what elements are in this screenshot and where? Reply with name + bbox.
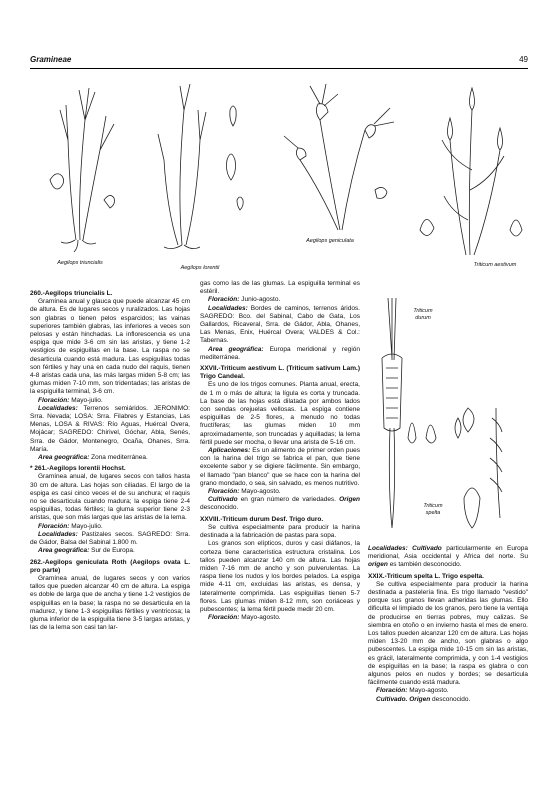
applications-label: Aplicaciones: [208, 447, 251, 455]
origin-value: es también desconocido. [389, 561, 462, 569]
area-label: Area geográfica: [38, 454, 90, 462]
species-262-title: 262.-Aegilops geniculata Roth (Aegilops ovata L. pro parte) [30, 558, 190, 574]
area-value: Sur de Europa. [91, 547, 135, 555]
illustration-triticum-aestivum [410, 80, 528, 260]
species-260-description: Gramínea anual y glauca que puede alcanzar 45 cm de altura. Es de lugares secos y ruralizados. Las hojas son glabras o tienen pelos esparcidos; las vainas superiores también glabras, las inferiores a veces son pelosas y están hinchadas. La inflorescencia es una espiga que mide 3-6 cm sin las aristas, y tiene 1-2 vestigios de espiguillas en la base. La raspa no se desarticula cuando está madura. Las espiguillas todas son fértiles y hay una en cada nudo del raquis, tienen 4-8 aristas cada una, las más largas miden 5-8 cm; las glumas miden 7-10 mm, son tridentadas; las aristas de la espiguilla terminal, 3-6 cm. [30, 298, 190, 396]
localities-value: Bordes de caminos, terrenos áridos. SAGREDO: Bco. del Sabinal, Cabo de Gata, Los Gallardos, Ricaveral, Srra. de Gádor, Abla, Ohanes, Las Menas, Enix, Huércal Overa; VALDES & Col.: Tabernas. [200, 304, 360, 345]
species-262-continued: gas como las de las glumas. La espiguilla terminal es estéril. [200, 280, 360, 296]
species-27-title: XXVII.-Triticum aestivum L. (Triticum sativum Lam.) Trigo Candeal. [200, 365, 360, 381]
origin-value: desconocido. [200, 504, 239, 512]
caption-fig-c: Aegilops geniculata [306, 238, 354, 244]
localities-label: Localidades: [38, 530, 78, 538]
caption-fig-d: Triticum aestivum [473, 262, 517, 268]
page-number: 49 [519, 55, 528, 64]
species-27-description: Es uno de los trigos comunes. Planta anual, erecta, de 1 m o más de altura; la lígula es corta y truncada. La base de las hojas está dilatada por ambos lados con sendas orejuelas vellosas. La espiga contiene espiguillas de 2-5 flores, a menudo no todas fructíferas; las glumas miden 10 mm aproximadamente, son truncadas y aquilladas; la lema fértil puede ser mocha, o llevar una arista de 5-16 cm. [200, 381, 360, 446]
header-rule [30, 68, 528, 69]
origin-value: desconocido. [432, 695, 471, 703]
flowering-label: Floración: [38, 396, 70, 404]
applications-value: Es un alimento de primer orden pues con la harina del trigo se fabrica el pan, que tiene excelente sabor y se digiere fácilmente. Sin embargo, el llamado "pan blanco" que se hace con la harina del grano mondado, o sea, sin salvado, es menos nutritivo. [200, 447, 360, 487]
caption-fig-e: Triticum durum [413, 308, 433, 321]
illustration-aegilops-triuncialis [30, 80, 130, 255]
flowering-label: Floración: [208, 296, 240, 304]
localities-label: Localidades: [38, 404, 78, 412]
localities-value: Pastizales secos. SAGREDO: Srra. de Gádor, Balsa del Sabinal 1.800 m. [30, 530, 190, 547]
caption-fig-f: Triticum spelta [423, 503, 443, 516]
species-260-title: 260.-Aegilops triuncialis L. [30, 290, 113, 297]
text-column-3 [368, 545, 528, 704]
flowering-label: Floración: [38, 522, 70, 530]
illustration-triticum-durum-spelta [368, 288, 528, 538]
flowering-value: Mayo-agosto. [241, 614, 281, 622]
species-28-description: Los granos son elípticos, duros y casi diáfanos, la corteza tiene característica estructura cristalina. Los tallos pueden alcanzar 140 cm de altura. Las hojas miden 7-16 mm de ancho y son pulverulentas. La raspa tiene los nudos y los bordes pelados. La espiga mide 4-11 cm, excluidas las aristas, es densa, y lateralmente comprimida. Las espiguillas tienen 5-7 flores. Las glumas miden 8-12 mm, son coriáceas y pubescentes; la lema fértil puede medir 20 cm. [200, 540, 360, 613]
botanical-plate [30, 80, 528, 280]
flowering-value: Junio-agosto. [241, 296, 281, 304]
species-28-use: Se cultiva especialmente para producir la harina destinada a la fabricación de pastas para sopa. [200, 523, 360, 540]
localities-label: Localidades: [208, 304, 248, 312]
localities-label: Localidades: [368, 545, 408, 552]
illustration-aegilops-lorentii [142, 80, 257, 260]
flowering-value: Mayo-agosto. [241, 488, 281, 496]
origin-label: origen [368, 561, 388, 569]
cultivated-value: en gran número de variedades. [240, 496, 336, 504]
text-column-2 [200, 280, 360, 622]
caption-fig-b: Aegilops lorentii [180, 265, 220, 271]
origin-label: Origen [339, 496, 361, 504]
localities-value: particularmente en Europa meridional, Asia occidental y Africa del norte. Su [368, 545, 529, 561]
species-29-title: XXIX.-Triticum spelta L. Trigo espelta. [368, 572, 484, 580]
localities-value: Terrenos semiáridos. JERONIMO: Srra. Nevada; LOSA: Srra. Filabres y Estancias, Las Menas, LOSA & RIVAS: Río Aguas, Huércal Overa, Mojácar; SAGREDO: Chirivel, Góchar, Abla, Senés, Srra. de Gádor, Montenegro, Ocaña, Ohanes, Srra. María. [30, 404, 190, 453]
flowering-value: Mayo-julio. [71, 522, 103, 530]
species-261-description: Gramínea anual, de lugares secos con tallos hasta 30 cm de altura. Las hojas son ciliadas. El largo de la espiga es casi cinco veces el de su anchura; el raquis no se desarticula cuando madura; la espiga tiene 2-4 espiguillas, todas fértiles; la gluma superior tiene 2-3 aristas, que son más largas que las aristas de la lema. [30, 473, 190, 522]
flowering-label: Floración: [208, 488, 240, 496]
area-label: Area geográfica: [208, 345, 264, 353]
cultivated-label: Cultivado [412, 545, 442, 552]
cultivated-label: Cultivado [208, 496, 238, 504]
area-label: Area geográfica: [38, 547, 90, 555]
caption-fig-a: Aegilops triuncialis [57, 260, 103, 266]
species-261-title: * 261.-Aegilops lorentii Hochst. [30, 465, 126, 473]
flowering-value: Mayo-agosto. [409, 687, 449, 695]
flowering-value: Mayo-julio. [71, 396, 103, 404]
illustration-aegilops-geniculata [270, 80, 400, 240]
text-column-1 [30, 290, 190, 632]
flowering-label: Floración: [376, 687, 408, 695]
cultivated-label: Cultivado. [376, 695, 408, 703]
origin-label: Origen [409, 695, 431, 703]
page-header [30, 55, 528, 69]
species-262-description: Gramínea anual, de lugares secos y con varios tallos que pueden alcanzar 40 cm de altura. La espiga es doble de larga que de ancha y tiene 1-2 vestigios de espiguillas en la base; la raspa no se desarticula en la madurez, y tiene 1-3 espiguillas fértiles y ventricosa; la gluma inferior de la espiguilla tiene 3-5 largas aristas, y las de la lema son casi tan lar- [30, 574, 190, 632]
flowering-label: Floración: [208, 614, 240, 622]
species-28-title: XXVIII.-Triticum durum Desf. Trigo duro. [200, 515, 324, 523]
area-value: Europa meridional y región mediterránea. [200, 345, 360, 361]
family-title: Gramineae [30, 55, 72, 64]
area-value: Zona mediterránea. [91, 454, 148, 462]
species-29-description: Se cultiva especialmente para producir la harina destinada a pastelería fina. Es trigo llamado "vestido" porque sus granos llevan adheridas las glumas. Ello dificulta el limpiado de los granos, pero tiene la ventaja de producirse en tierras pobres, muy calizas. Se siembra en otoño o en invierno hasta el mes de enero. Los tallos pueden alcanzar 120 cm de altura. Las hojas miden 13-20 mm de ancho, son glabras o algo pubescentes. La espiga mide 10-15 cm sin las aristas, es grácil, lateralmente comprimida, y con 1-4 vestigios de espiguillas en la base; la raspa es glabra o con algunos pelos en nudos y bordes; se desarticula fácilmente cuando está madura. [368, 580, 528, 687]
